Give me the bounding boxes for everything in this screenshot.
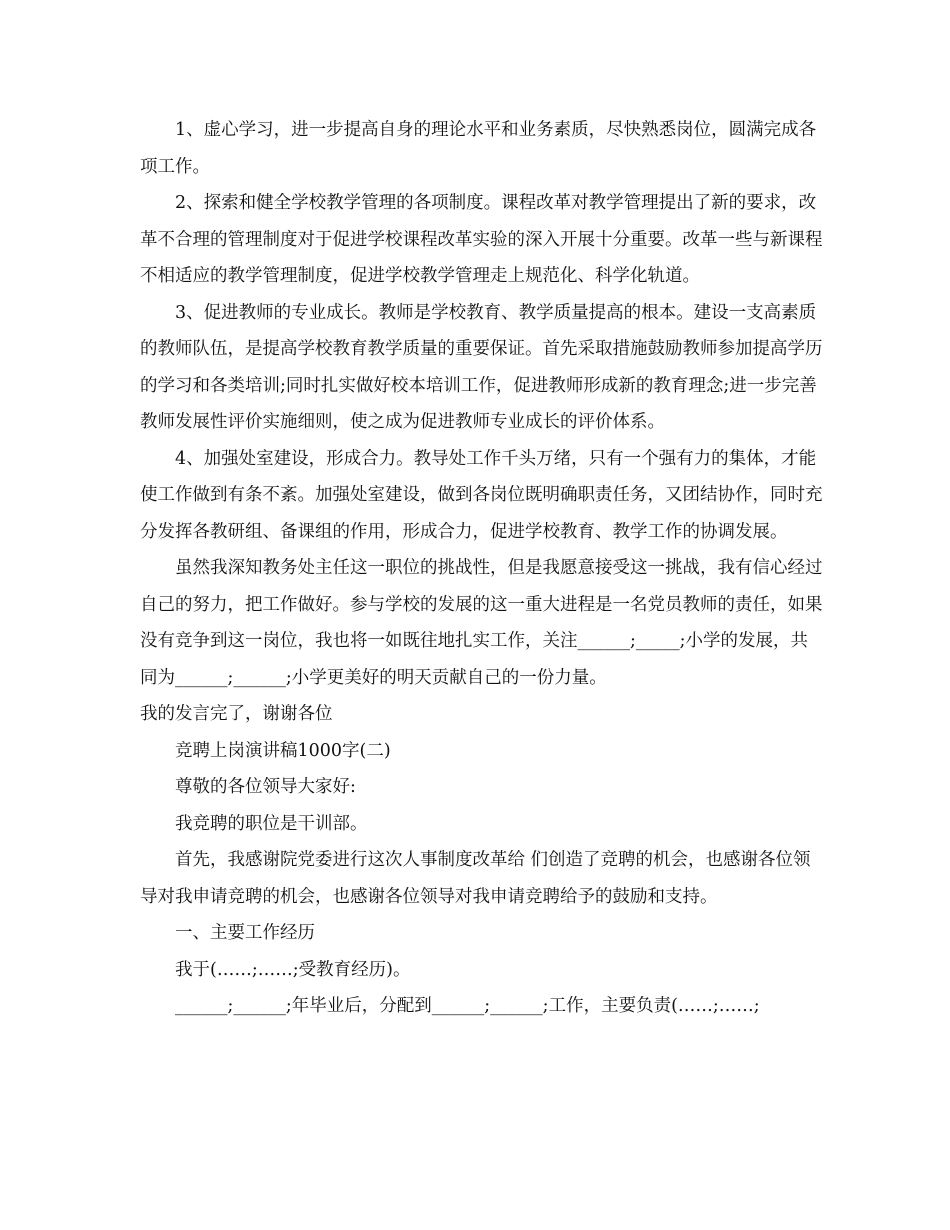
paragraph-3: 3、促进教师的专业成长。教师是学校教育、教学质量提高的根本。建设一支高素质的教师队伍，是提高学校教育教学质量的重要保证。首先采取措施鼓励教师参加提高学历的学习和各类培训;同时扎实做好校本培训工作，促进教师形成新的教育理念;进一步完善教师发展性评价实施细则，使之成为促进教师专业成长的评价体系。 (140, 302, 823, 432)
section-title: 竞聘上岗演讲稿1000字(二) (175, 740, 391, 761)
paragraph-thanks: 首先，我感谢院党委进行这次人事制度改革给 们创造了竞聘的机会，也感谢各位领导对我申请竞聘的机会，也感谢各位领导对我申请竞聘给予的鼓励和支持。 (140, 850, 811, 907)
paragraph-employment: ______;______;年毕业后，分配到______;______;工作，主要负责(……;……; (175, 996, 760, 1016)
paragraph-4: 4、加强处室建设，形成合力。教导处工作千头万绪，只有一个强有力的集体，才能使工作做到有条不紊。加强处室建设，做到各岗位既明确职责任务，又团结协作，同时充分发挥各教研组、备课组的作用，形成合力，促进学校教育、教学工作的协调发展。 (140, 448, 823, 542)
document-page (140, 112, 825, 1025)
paragraph-5: 虽然我深知教务处主任这一职位的挑战性，但是我愿意接受这一挑战，我有信心经过自己的努力，把工作做好。参与学校的发展的这一重大进程是一名党员教师的责任，如果没有竞争到这一岗位，我也将一如既往地扎实工作，关注______;_____;小学的发展，共同为______;______;小学更美好的明天贡献自己的一份力量。 (140, 558, 823, 688)
paragraph-2: 2、探索和健全学校教学管理的各项制度。课程改革对教学管理提出了新的要求，改革不合理的管理制度对于促进学校课程改革实验的深入开展十分重要。改革一些与新课程不相适应的教学管理制度，促进学校教学管理走上规范化、科学化轨道。 (140, 193, 823, 286)
position-statement: 我竞聘的职位是干训部。 (175, 813, 368, 834)
greeting: 尊敬的各位领导大家好: (175, 777, 356, 797)
paragraph-1: 1、虚心学习，进一步提高自身的理论水平和业务素质，尽快熟悉岗位，圆满完成各项工作。 (140, 120, 817, 177)
heading-work-experience: 一、主要工作经历 (175, 923, 315, 943)
closing-line: 我的发言完了，谢谢各位 (140, 704, 333, 724)
paragraph-education: 我于(……;……;受教育经历)。 (175, 959, 411, 980)
